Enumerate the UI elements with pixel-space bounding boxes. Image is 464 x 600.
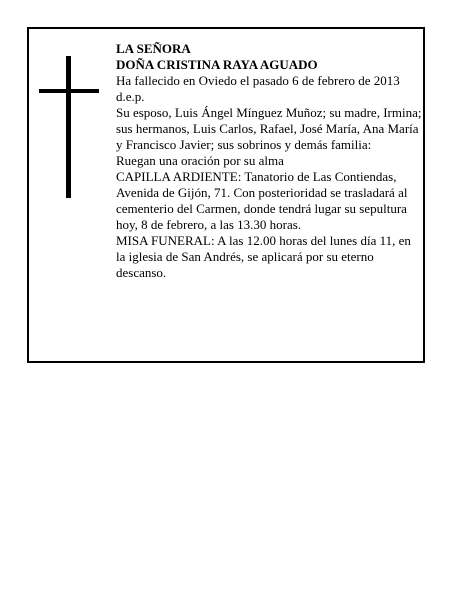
latin-cross-icon <box>39 56 99 198</box>
cross-vertical-bar <box>66 56 71 198</box>
notice-text <box>116 41 422 281</box>
family-list: Su esposo, Luis Ángel Mínguez Muñoz; su madre, Irmina; sus hermanos, Luis Carlos, Rafael, José María, Ana María y Francisco Javier; sus sobrinos y demás familia: <box>116 105 422 152</box>
funeral-mass-info: MISA FUNERAL: A las 12.00 horas del lunes día 11, en la iglesia de San Andrés, se aplicará por su eterno descanso. <box>116 233 411 280</box>
prayer-request: Ruegan una oración por su alma <box>116 153 284 168</box>
deceased-name: DOÑA CRISTINA RAYA AGUADO <box>116 57 318 72</box>
cross-horizontal-bar <box>39 89 99 93</box>
death-announcement: Ha fallecido en Oviedo el pasado 6 de febrero de 2013 d.e.p. <box>116 73 400 104</box>
obituary-notice <box>27 27 425 363</box>
notice-title-line1: LA SEÑORA <box>116 41 191 56</box>
chapel-info: CAPILLA ARDIENTE: Tanatorio de Las Contiendas, Avenida de Gijón, 71. Con posterioridad se trasladará al cementerio del Carmen, donde tendrá lugar su sepultura hoy, 8 de febrero, a las 13.30 horas. <box>116 169 408 232</box>
